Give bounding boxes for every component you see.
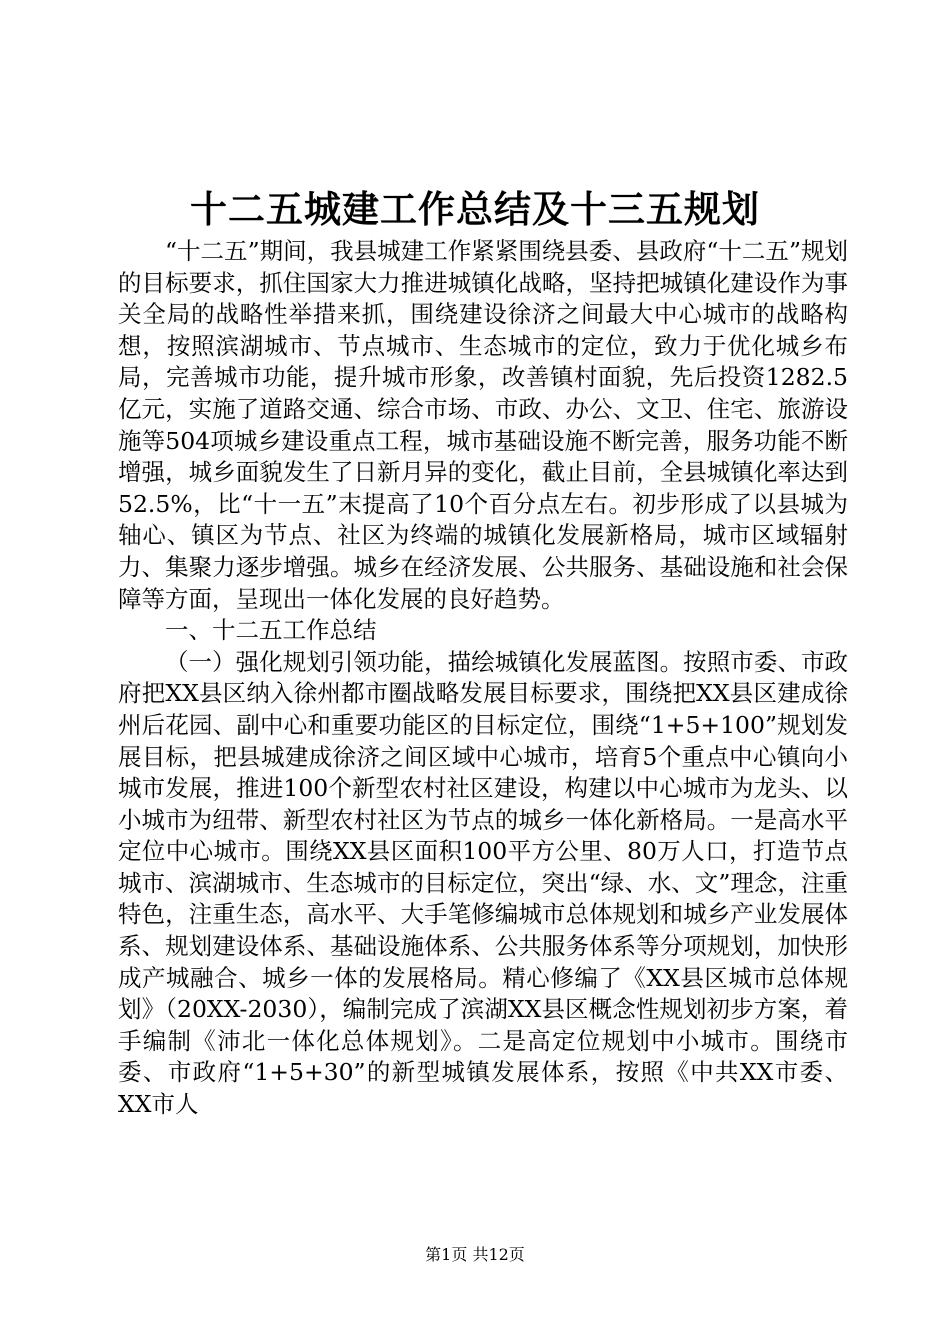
intro-paragraph: “十二五”期间，我县城建工作紧紧围绕县委、县政府“十二五”规划的目标要求，抓住国家大力推进城镇化战略，坚持把城镇化建设作为事关全局的战略性举措来抓，围绕建设徐济之间最大中心城市的战略构想，按照滨湖城市、节点城市、生态城市的定位，致力于优化城乡布局，完善城市功能，提升城市形象，改善镇村面貌，先后投资1282.5亿元，实施了道路交通、综合市场、市政、办公、文卫、住宅、旅游设施等504项城乡建设重点工程，城市基础设施不断完善，服务功能不断增强，城乡面貌发生了日新月异的变化，截止目前，全县城镇化率达到52.5%，比“十一五”末提高了10个百分点左右。初步形成了以县城为轴心、镇区为节点、社区为终端的城镇化发展新格局，城市区域辐射力、集聚力逐步增强。城乡在经济发展、公共服务、基础设施和社会保障等方面，呈现出一体化发展的良好趋势。 [118,237,848,613]
document-title: 十二五城建工作总结及十三五规划 [190,187,760,231]
page-footer: 第1页 共12页 [425,1245,525,1264]
section-heading: 一、十二五工作总结 [165,616,377,645]
section-paragraph: （一）强化规划引领功能，描绘城镇化发展蓝图。按照市委、市政府把XX县区纳入徐州都市圈战略发展目标要求，围绕把XX县区建成徐州后花园、副中心和重要功能区的目标定位，围绕“1+5+100”规划发展目标，把县城建成徐济之间区域中心城市，培育5个重点中心镇向小城市发展，推进100个新型农村社区建设，构建以中心城市为龙头、以小城市为纽带、新型农村社区为节点的城乡一体化新格局。一是高水平定位中心城市。围绕XX县区面积100平方公里、80万人口，打造节点城市、滨湖城市、生态城市的目标定位，突出“绿、水、文”理念，注重特色，注重生态，高水平、大手笔修编城市总体规划和城乡产业发展体系、规划建设体系、基础设施体系、公共服务体系等分项规划，加快形成产城融合、城乡一体的发展格局。精心修编了《XX县区城市总体规划》（20XX-2030），编制完成了滨湖XX县区概念性规划初步方案，着手编制《沛北一体化总体规划》。二是高定位规划中小城市。围绕市委、市政府“1+5+30”的新型城镇发展体系，按照《中共XX市委、XX市人 [118,647,848,1119]
document-body [118,236,848,1121]
